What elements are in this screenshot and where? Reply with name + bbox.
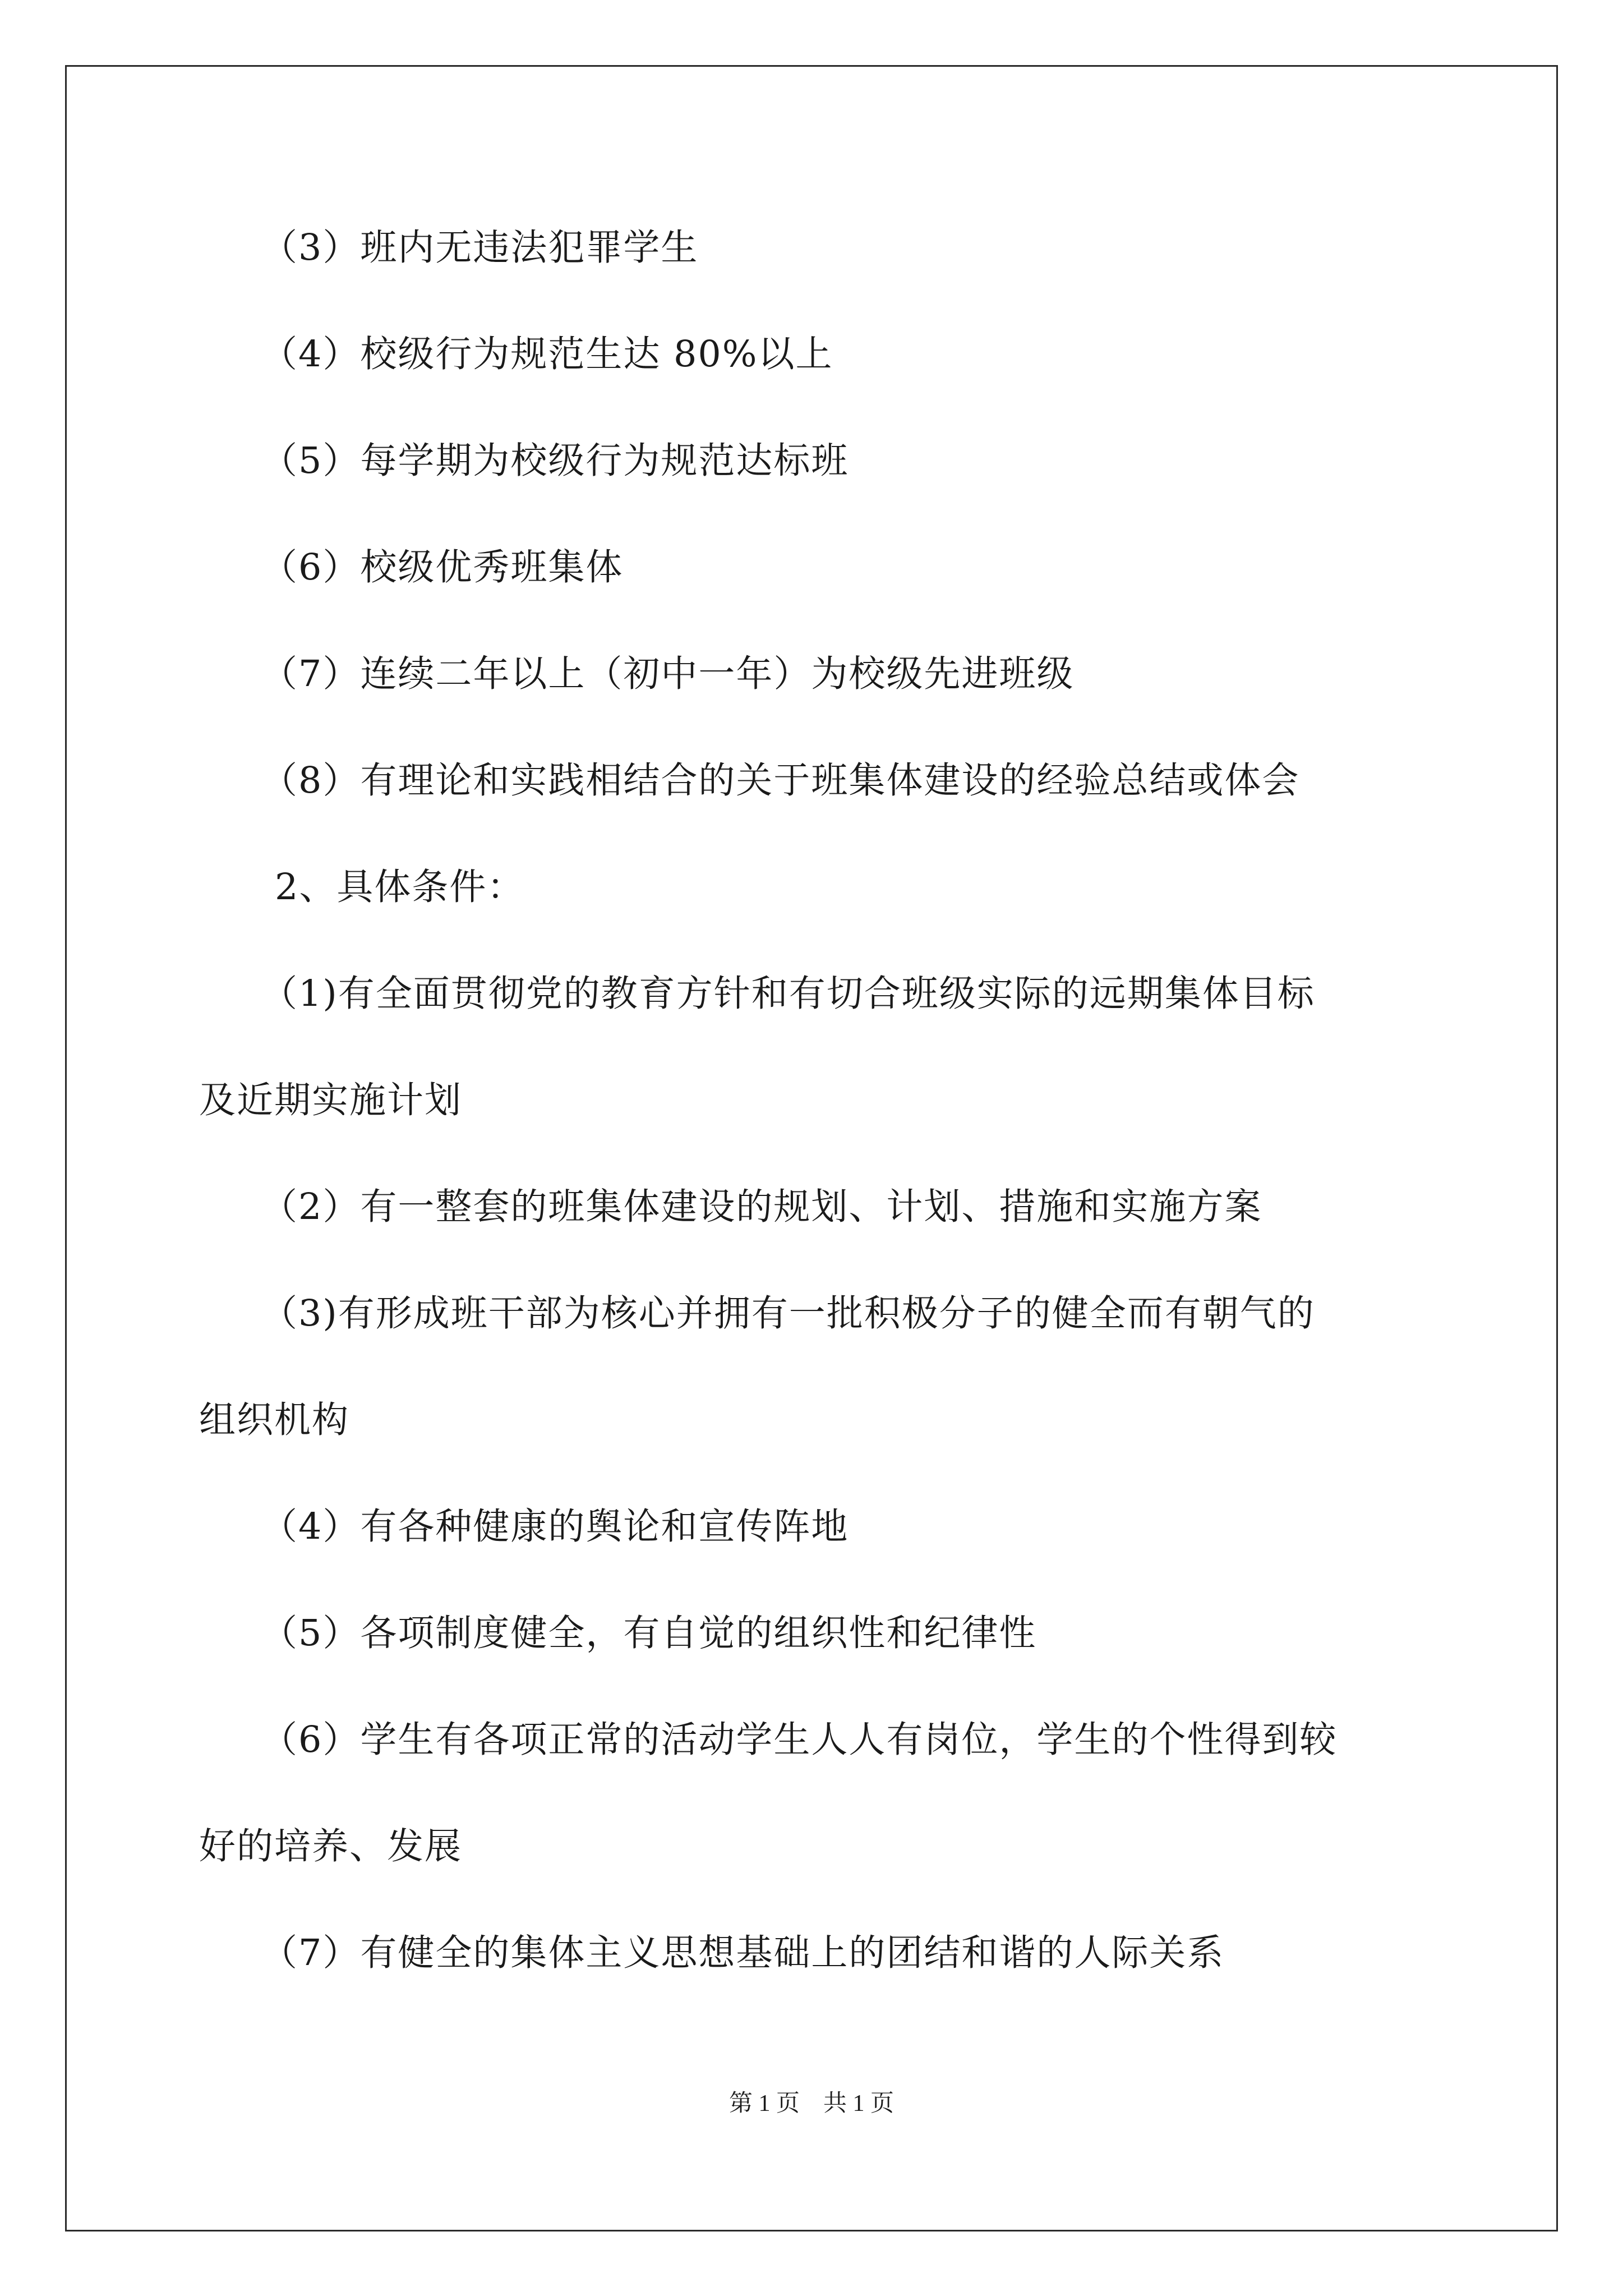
text-line-17: （7）有健全的集体主义思想基础上的团结和谐的人际关系 xyxy=(261,1932,1225,1974)
text-line-2: （4）校级行为规范生达 80%以上 xyxy=(261,333,833,375)
text-line-11: （3)有形成班干部为核心并拥有一批积极分子的健全而有朝气的 xyxy=(261,1292,1315,1335)
text-line-16: 好的培养、发展 xyxy=(199,1825,463,1867)
text-line-3: （5）每学期为校级行为规范达标班 xyxy=(261,440,849,482)
text-line-14: （5）各项制度健全，有自觉的组织性和纪律性 xyxy=(261,1612,1037,1654)
page-border xyxy=(65,65,1558,2231)
text-line-15: （6）学生有各项正常的活动学生人人有岗位，学生的个性得到较 xyxy=(261,1719,1338,1761)
text-line-1: （3）班内无违法犯罪学生 xyxy=(261,227,699,269)
text-line-12: 组织机构 xyxy=(199,1399,350,1441)
text-line-6: （8）有理论和实践相结合的关于班集体建设的经验总结或体会 xyxy=(261,760,1300,802)
text-line-5: （7）连续二年以上（初中一年）为校级先进班级 xyxy=(261,653,1075,695)
section-heading: 2、具体条件： xyxy=(275,866,525,908)
text-line-4: （6）校级优秀班集体 xyxy=(261,546,624,588)
text-line-13: （4）有各种健康的舆论和宣传阵地 xyxy=(261,1506,849,1548)
text-line-8: （1)有全面贯彻党的教育方针和有切合班级实际的远期集体目标 xyxy=(261,973,1315,1015)
page-footer: 第 1 页 共 1 页 xyxy=(728,2091,894,2116)
text-line-10: （2）有一整套的班集体建设的规划、计划、措施和实施方案 xyxy=(261,1186,1262,1228)
text-line-9: 及近期实施计划 xyxy=(199,1079,463,1121)
